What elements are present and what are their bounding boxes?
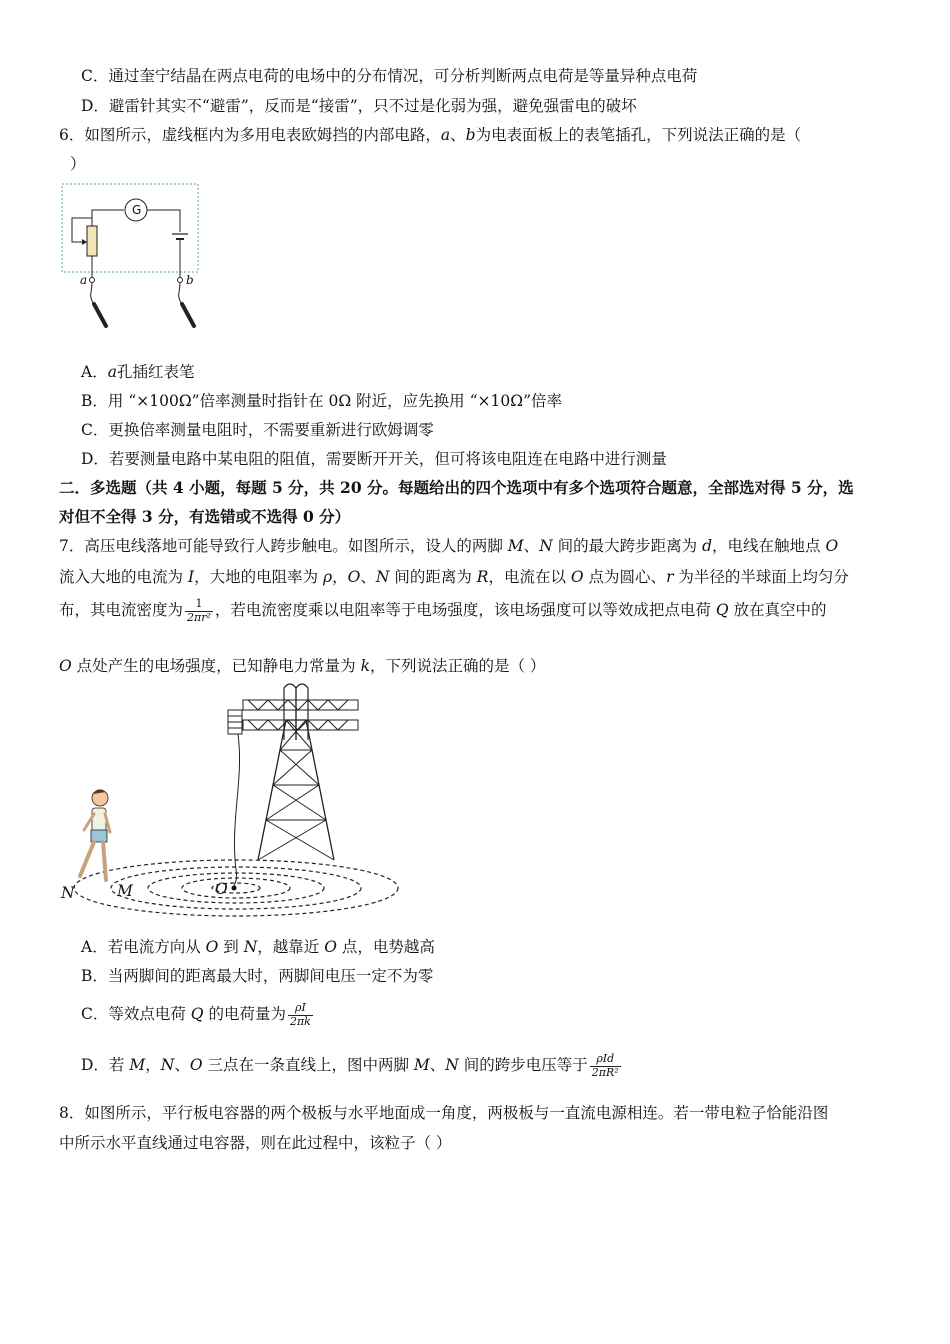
section2-heading-line1: 二．多选题（共 4 小题，每题 5 分，共 20 分。每题给出的四个选项中有多个选项符合题意，全部选对得 5 分，选 (59, 478, 854, 497)
terminal-b-label: b (186, 273, 194, 287)
step-voltage-fraction: $\frac{\text{ρId}}{\text{2πR²}}$ (591, 1052, 619, 1079)
q8-stem-line1: 8．如图所示，平行板电容器的两个极板与水平地面成一角度，两极板与一直流电源相连。若一带电粒子恰能沿图 (59, 1104, 829, 1122)
galvanometer-label: G (132, 203, 142, 217)
q7-stem-line2: 流入大地的电流为 I，大地的电阻率为 ρ，O、N 间的距离为 R，电流在以 O 点为圆心、r 为半径的半球面上均匀分 (59, 568, 849, 586)
prev-option-c: C．通过奎宁结晶在两点电荷的电场中的分布情况，可分析判断两点电荷是等量异种点电荷 (81, 67, 698, 85)
q6-stem: 6．如图所示，虚线框内为多用电表欧姆挡的内部电路，a、b为电表面板上的表笔插孔，下列说法正确的是（ (59, 126, 802, 144)
terminal-a-label: a (80, 273, 88, 287)
current-density-fraction: $\frac{1}{\text{2πr²}}$ (187, 597, 211, 624)
point-o-label: O (215, 880, 228, 898)
q7-power-line-figure (58, 680, 408, 920)
q7-stem-line3: 布，其电流密度为 $\frac{1}{\text{2πr²}}$ ，若电流密度乘以电阻率等于电场强度，该电场强度可以等效成把点电荷 Q 放在真空中的 (59, 597, 827, 624)
q6-stem-close: ） (70, 155, 86, 173)
q6-option-a: A．a孔插红表笔 (81, 363, 195, 381)
section2-heading-line2: 对但不全得 3 分，有选错或不选得 0 分） (59, 507, 351, 526)
q6-option-b: B．用 “×100Ω”倍率测量时指针在 0Ω 附近，应先换用 “×10Ω”倍率 (81, 392, 562, 410)
q7-stem-line4: O 点处产生的电场强度，已知静电力常量为 k，下列说法正确的是（ ） (59, 657, 546, 675)
q7-option-a: A．若电流方向从 O 到 N，越靠近 O 点，电势越高 (81, 938, 435, 956)
prev-option-d: D．避雷针其实不“避雷”，反而是“接雷”，只不过是化弱为强，避免强雷电的破坏 (81, 97, 637, 115)
q7-stem-line1: 7．高压电线落地可能导致行人跨步触电。如图所示，设人的两脚 M、N 间的最大跨步距离为 d，电线在触地点 O (59, 537, 839, 555)
point-m-label: M (117, 882, 133, 900)
q7-option-d: D．若 M，N、O 三点在一条直线上，图中两脚 M、N 间的跨步电压等于 $\frac{\text{ρId}}{\text{2πR²}}$ (81, 1052, 619, 1079)
q7-option-b: B．当两脚间的距离最大时，两脚间电压一定不为零 (81, 967, 434, 985)
point-n-label: N (61, 884, 75, 902)
q6-option-c: C．更换倍率测量电阻时，不需要重新进行欧姆调零 (81, 421, 434, 439)
charge-fraction: $\frac{\rho I}{2\pi k}$ (289, 1001, 311, 1028)
q7-option-c: C．等效点电荷 Q 的电荷量为 $\frac{\rho I}{2\pi k}$ (81, 1001, 311, 1028)
q6-option-d: D．若要测量电路中某电阻的阻值，需要断开开关，但可将该电阻连在电路中进行测量 (81, 450, 667, 468)
q8-stem-line2: 中所示水平直线通过电容器，则在此过程中，该粒子（ ） (59, 1134, 452, 1152)
